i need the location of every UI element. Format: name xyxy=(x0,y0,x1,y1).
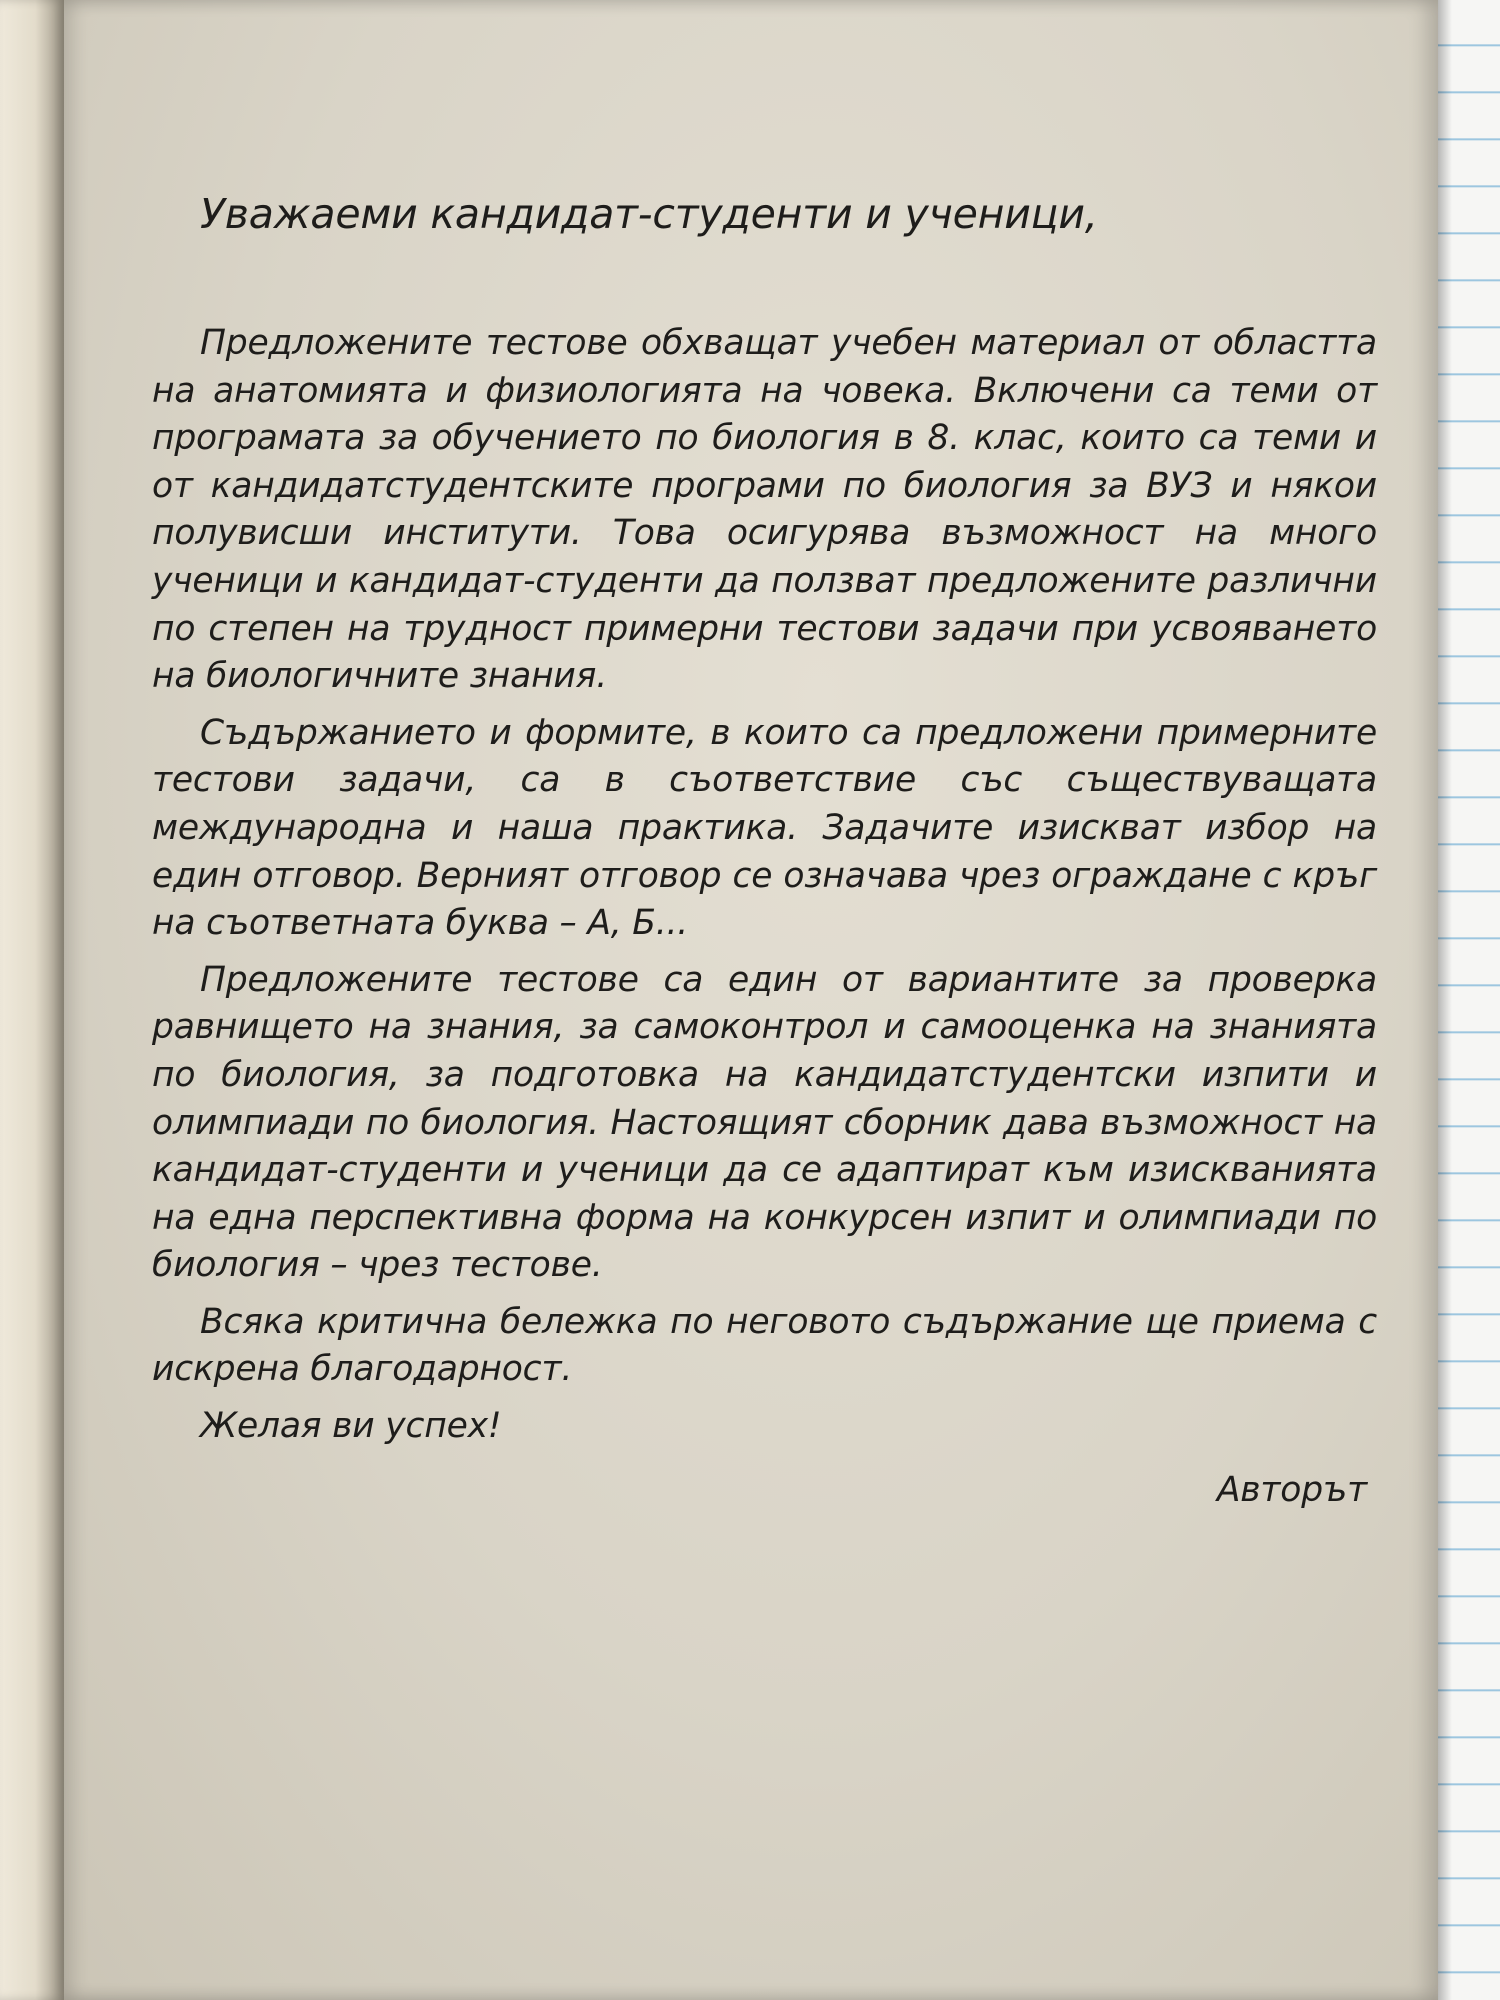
closing-wish: Желая ви успех! xyxy=(200,1406,502,1447)
paragraph-4: Всяка критична бележка по неговото съдържание ще приема с искрена благодарност. xyxy=(152,1301,1377,1390)
paragraph-2: Съдържанието и формите, в които са предложени примерните тестови задачи, са в съответствие със съществуващата международна и наша практика. Задачите изискват избор на един отговор. Верният отговор се означава чрез ограждане с кръг на съответната буква – А, Б... xyxy=(152,712,1377,944)
preface-text xyxy=(152,186,1377,1514)
greeting-heading: Уважаеми кандидат-студенти и ученици, xyxy=(200,190,1098,238)
paragraph-1: Предложените тестове обхващат учебен материал от областта на анатомията и физиологията на човека. Включени са теми от програмата за обучението по биология в 8. клас, които са теми и от кандидатстудентските програми по биология за ВУЗ и някои полувисши институти. Това осигурява възможност на много ученици и кандидат-студенти да ползват предложените различни по степен на трудност примерни тестови задачи при усвояването на биологичните знания. xyxy=(152,323,1377,697)
left-page-edge xyxy=(0,0,64,2000)
notebook-edge xyxy=(1436,0,1500,2000)
book-page xyxy=(64,0,1438,2000)
paragraph-3: Предложените тестове са един от вариантите за проверка равнището на знания, за самоконтрол и самооценка на знанията по биология, за подготовка на кандидатстудентски изпити и олимпиади по биология. Настоящият сборник дава възможност на кандидат-студенти и ученици да се адаптират към изискванията на една перспективна форма на конкурсен изпит и олимпиади по биология – чрез тестове. xyxy=(152,959,1377,1286)
author-signature: Авторът xyxy=(1216,1469,1367,1510)
